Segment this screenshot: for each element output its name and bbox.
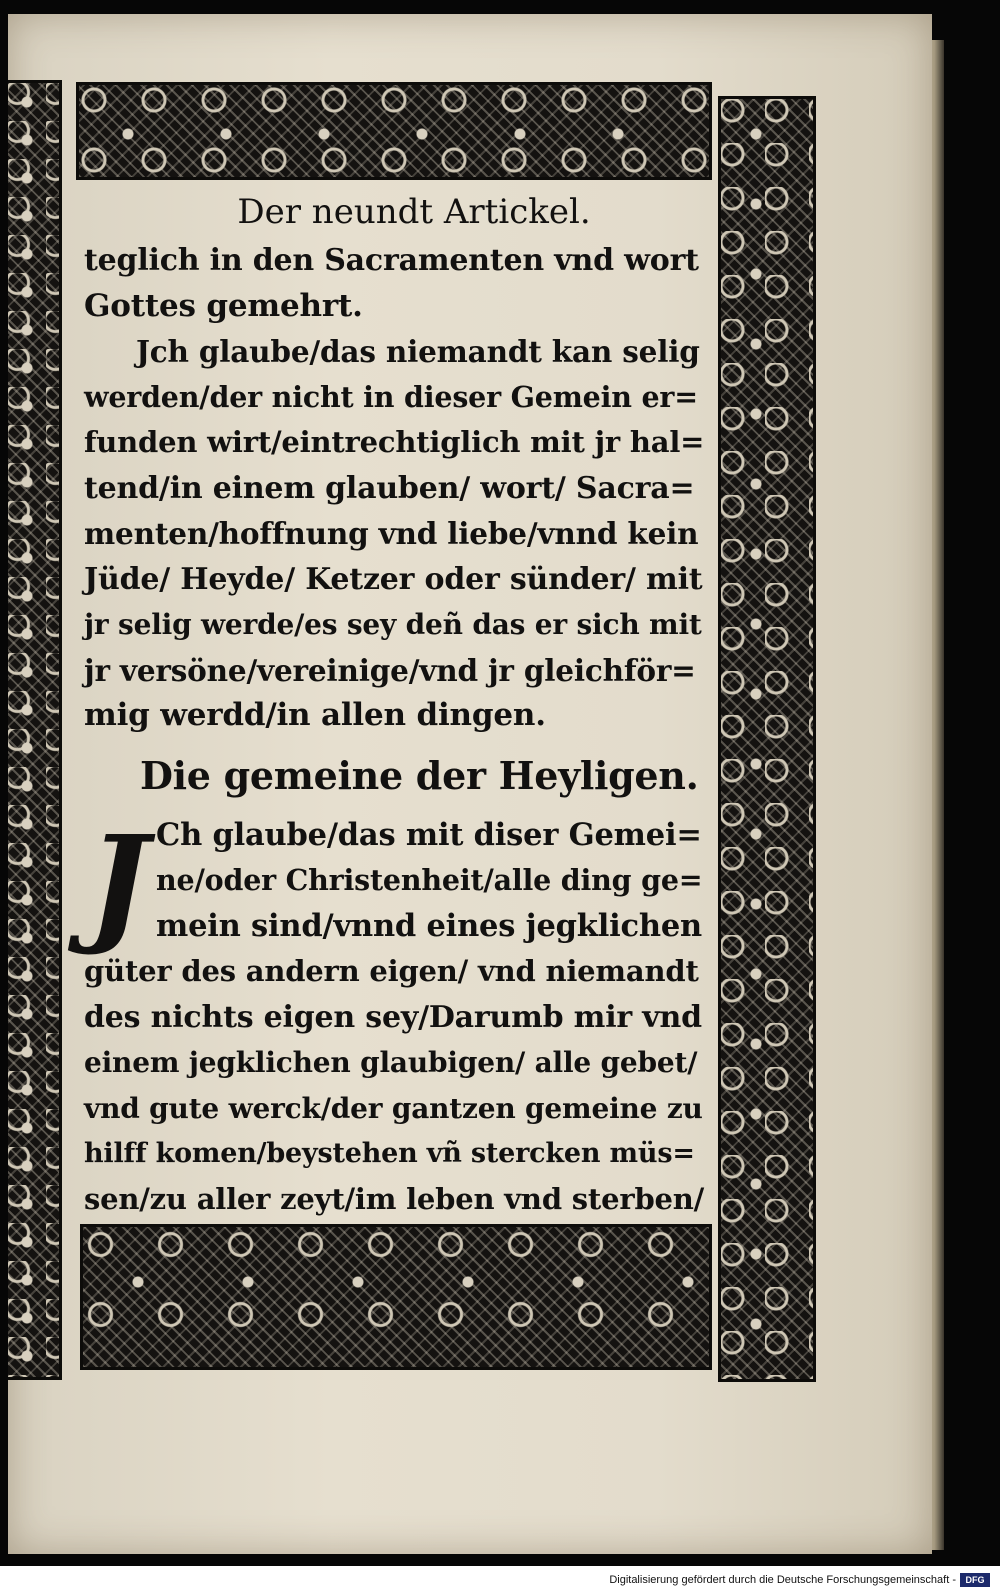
running-head: Der neundt Artickel. [237,192,591,232]
text-line: funden wirt/eintrechtiglich mit jr hal= [84,425,705,459]
text-line: Jüde/ Heyde/ Ketzer oder sünder/ mit [84,561,703,597]
text-line: jr selig werde/es sey deñ das er sich mit [84,608,702,641]
woodcut-border-top [76,82,712,180]
text-line: Jch glaube/das niemandt kan selig [136,334,700,369]
text-line: sen/zu aller zeyt/im leben vnd sterben/ [84,1181,705,1216]
text-line: hilff komen/beystehen vñ stercken müs= [84,1138,695,1169]
text-line: güter des andern eigen/ vnd niemandt [84,954,699,988]
text-line: ne/oder Christenheit/alle ding ge= [156,863,703,897]
text-line: vnd gute werck/der gantzen gemeine zu [84,1091,703,1125]
text-line: tend/in einem glauben/ wort/ Sacra= [84,470,695,506]
initial-paragraph [84,808,705,1223]
woodcut-border-bottom [80,1224,712,1370]
text-line: jr versöne/vereinige/vnd jr gleichför= [84,652,696,688]
text-line: Gottes gemehrt. [84,287,363,324]
dfg-logo: DFG [960,1573,990,1587]
text-line: einem jegklichen glaubigen/ alle gebet/ [84,1046,698,1079]
section-heading: Die gemeine der Heyligen. [140,752,699,798]
text-line: teglich in den Sacramenten vnd wort [84,243,699,278]
text-block [84,186,704,1216]
text-line: mig werdd/in allen dingen. [84,697,546,733]
drop-cap-initial: J [88,808,149,959]
text-line: werden/der nicht in dieser Gemein er= [84,379,698,414]
woodcut-border-right [718,96,816,1382]
text-line: des nichts eigen sey/Darumb mir vnd [84,999,702,1035]
footer-credit: Digitalisierung gefördert durch die Deutsche Forschungsgemeinschaft - [609,1574,956,1586]
text-line: menten/hoffnung vnd liebe/vnnd kein [84,516,699,551]
text-line: mein sind/vnnd eines jegklichen [156,907,703,944]
footer-bar [0,1566,1000,1596]
woodcut-border-left [8,80,62,1380]
text-line: Ch glaube/das mit diser Gemei= [156,816,702,853]
